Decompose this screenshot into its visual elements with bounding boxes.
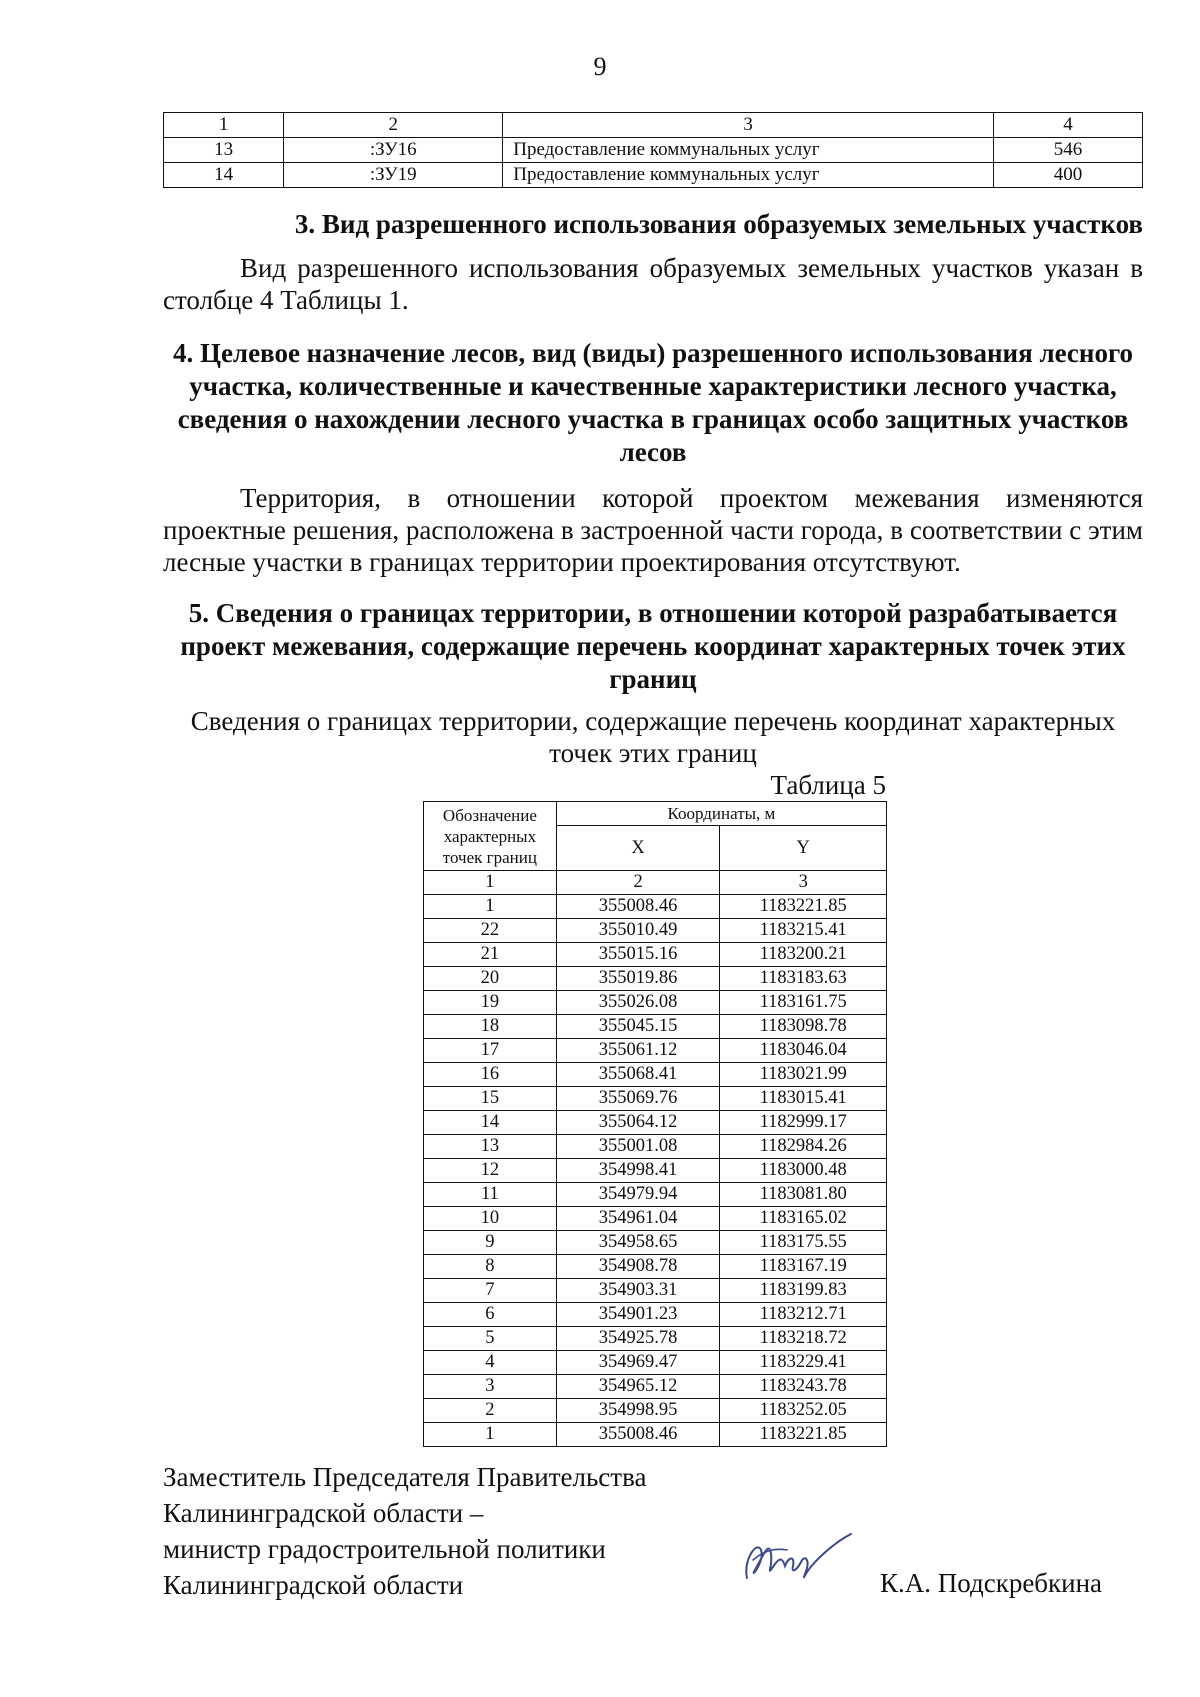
coordinate-row bbox=[424, 1183, 887, 1207]
table-header-row bbox=[164, 113, 1143, 138]
point-number-cell: 5 bbox=[424, 1327, 557, 1351]
coordinate-row bbox=[424, 1375, 887, 1399]
section-4-heading: 4. Целевое назначение лесов, вид (виды) разрешенного использования лесного участка, количественные и качественные характеристики лесного участка, сведения о нахождении лесного участка в границах особо защитных участков лесов bbox=[172, 338, 1134, 467]
coordinate-row bbox=[424, 943, 887, 967]
y-coordinate-cell: 1183167.19 bbox=[720, 1255, 887, 1279]
signer-name: К.А. Подскребкина bbox=[880, 1568, 1103, 1598]
x-coordinate-cell: 354969.47 bbox=[556, 1351, 720, 1375]
table-row bbox=[164, 138, 1143, 163]
y-coordinate-cell: 1183229.41 bbox=[720, 1351, 887, 1375]
coordinate-row bbox=[424, 1087, 887, 1111]
table-cell: :ЗУ19 bbox=[284, 163, 503, 188]
point-number-cell: 16 bbox=[424, 1063, 557, 1087]
x-coordinate-cell: 355008.46 bbox=[556, 895, 720, 919]
x-coordinate-cell: 355019.86 bbox=[556, 967, 720, 991]
point-number-cell: 11 bbox=[424, 1183, 557, 1207]
point-number-cell: 3 bbox=[424, 1375, 557, 1399]
coordinate-row bbox=[424, 1279, 887, 1303]
section-3-heading: 3. Вид разрешенного использования образуемых земельных участков bbox=[294, 209, 1143, 239]
table-5-caption: Сведения о границах территории, содержащие перечень координат характерных точек этих границ bbox=[190, 706, 1116, 768]
point-number-cell: 6 bbox=[424, 1303, 557, 1327]
x-coordinate-cell: 355068.41 bbox=[556, 1063, 720, 1087]
table-row bbox=[164, 163, 1143, 188]
table-cell: 1 bbox=[424, 871, 557, 895]
point-number-cell: 20 bbox=[424, 967, 557, 991]
y-coordinate-cell: 1182984.26 bbox=[720, 1135, 887, 1159]
coordinates-header-row bbox=[424, 802, 887, 826]
point-number-cell: 1 bbox=[424, 1423, 557, 1447]
y-column-header: Y bbox=[720, 826, 887, 871]
coordinate-row bbox=[424, 1015, 887, 1039]
table-cell: 14 bbox=[164, 163, 284, 188]
point-number-cell: 19 bbox=[424, 991, 557, 1015]
column-numbering-row bbox=[424, 871, 887, 895]
point-number-cell: 9 bbox=[424, 1231, 557, 1255]
section-4-text: Территория, в отношении которой проектом межевания изменяются проектные решения, расположена в застроенной части города, в соответствии с этим лесные участки в границах территории проектирования отсутствуют. bbox=[163, 483, 1143, 577]
y-coordinate-cell: 1183199.83 bbox=[720, 1279, 887, 1303]
page-number: 9 bbox=[593, 52, 607, 81]
coordinate-row bbox=[424, 1255, 887, 1279]
table-5-label: Таблица 5 bbox=[770, 770, 886, 800]
table-cell: 4 bbox=[994, 113, 1143, 138]
table-cell: 1 bbox=[164, 113, 284, 138]
y-coordinate-cell: 1183243.78 bbox=[720, 1375, 887, 1399]
table-cell: 3 bbox=[720, 871, 887, 895]
table-cell: 546 bbox=[994, 138, 1143, 163]
x-coordinate-cell: 354901.23 bbox=[556, 1303, 720, 1327]
x-coordinate-cell: 354925.78 bbox=[556, 1327, 720, 1351]
point-number-cell: 10 bbox=[424, 1207, 557, 1231]
y-coordinate-cell: 1183000.48 bbox=[720, 1159, 887, 1183]
point-number-cell: 14 bbox=[424, 1111, 557, 1135]
coordinate-row bbox=[424, 1111, 887, 1135]
coordinate-row bbox=[424, 967, 887, 991]
x-coordinate-cell: 355061.12 bbox=[556, 1039, 720, 1063]
y-coordinate-cell: 1183046.04 bbox=[720, 1039, 887, 1063]
x-coordinate-cell: 355045.15 bbox=[556, 1015, 720, 1039]
y-coordinate-cell: 1183165.02 bbox=[720, 1207, 887, 1231]
signatory-title-line: министр градостроительной политики bbox=[163, 1534, 606, 1564]
x-column-header: X bbox=[556, 826, 720, 871]
point-number-cell: 7 bbox=[424, 1279, 557, 1303]
land-plots-table-continuation bbox=[163, 112, 1143, 188]
point-column-header: Обозначение характерных точек границ bbox=[424, 802, 557, 871]
x-coordinate-cell: 355026.08 bbox=[556, 991, 720, 1015]
y-coordinate-cell: 1183175.55 bbox=[720, 1231, 887, 1255]
point-number-cell: 22 bbox=[424, 919, 557, 943]
coordinates-body bbox=[424, 895, 887, 1447]
point-number-cell: 21 bbox=[424, 943, 557, 967]
x-coordinate-cell: 355069.76 bbox=[556, 1087, 720, 1111]
section-3-text: Вид разрешенного использования образуемых земельных участков указан в столбце 4 Таблицы 1. bbox=[163, 253, 1143, 315]
y-coordinate-cell: 1183098.78 bbox=[720, 1015, 887, 1039]
y-coordinate-cell: 1182999.17 bbox=[720, 1111, 887, 1135]
table-cell: :ЗУ16 bbox=[284, 138, 503, 163]
coordinate-row bbox=[424, 1231, 887, 1255]
x-coordinate-cell: 354961.04 bbox=[556, 1207, 720, 1231]
y-coordinate-cell: 1183021.99 bbox=[720, 1063, 887, 1087]
x-coordinate-cell: 355015.16 bbox=[556, 943, 720, 967]
point-number-cell: 12 bbox=[424, 1159, 557, 1183]
y-coordinate-cell: 1183200.21 bbox=[720, 943, 887, 967]
x-coordinate-cell: 355001.08 bbox=[556, 1135, 720, 1159]
coordinate-row bbox=[424, 1327, 887, 1351]
point-number-cell: 15 bbox=[424, 1087, 557, 1111]
x-coordinate-cell: 354908.78 bbox=[556, 1255, 720, 1279]
x-coordinate-cell: 354965.12 bbox=[556, 1375, 720, 1399]
table-cell: Предоставление коммунальных услуг bbox=[503, 138, 994, 163]
y-coordinate-cell: 1183081.80 bbox=[720, 1183, 887, 1207]
coordinate-row bbox=[424, 1351, 887, 1375]
x-coordinate-cell: 355010.49 bbox=[556, 919, 720, 943]
y-coordinate-cell: 1183161.75 bbox=[720, 991, 887, 1015]
point-number-cell: 8 bbox=[424, 1255, 557, 1279]
point-number-cell: 18 bbox=[424, 1015, 557, 1039]
table-cell: 13 bbox=[164, 138, 284, 163]
signatory-title-line: Калининградской области bbox=[163, 1570, 464, 1600]
y-coordinate-cell: 1183221.85 bbox=[720, 1423, 887, 1447]
coordinate-row bbox=[424, 1423, 887, 1447]
y-coordinate-cell: 1183221.85 bbox=[720, 895, 887, 919]
handwritten-signature bbox=[735, 1520, 855, 1590]
section-5-heading: 5. Сведения о границах территории, в отношении которой разрабатывается проект межевания, содержащие перечень координат характерных точек этих границ bbox=[180, 598, 1126, 694]
x-coordinate-cell: 355064.12 bbox=[556, 1111, 720, 1135]
coordinate-row bbox=[424, 1303, 887, 1327]
table-cell: 400 bbox=[994, 163, 1143, 188]
x-coordinate-cell: 354958.65 bbox=[556, 1231, 720, 1255]
table-cell: Предоставление коммунальных услуг bbox=[503, 163, 994, 188]
signatory-title-line: Калининградской области – bbox=[163, 1498, 484, 1528]
coordinate-row bbox=[424, 919, 887, 943]
coordinates-column-header: Координаты, м bbox=[556, 802, 886, 826]
x-coordinate-cell: 354998.95 bbox=[556, 1399, 720, 1423]
x-coordinate-cell: 354903.31 bbox=[556, 1279, 720, 1303]
x-coordinate-cell: 354998.41 bbox=[556, 1159, 720, 1183]
coordinate-row bbox=[424, 1063, 887, 1087]
x-coordinate-cell: 355008.46 bbox=[556, 1423, 720, 1447]
y-coordinate-cell: 1183183.63 bbox=[720, 967, 887, 991]
point-number-cell: 13 bbox=[424, 1135, 557, 1159]
table-cell: 2 bbox=[556, 871, 720, 895]
point-number-cell: 1 bbox=[424, 895, 557, 919]
coordinate-row bbox=[424, 1039, 887, 1063]
point-number-cell: 2 bbox=[424, 1399, 557, 1423]
coordinate-row bbox=[424, 1399, 887, 1423]
point-number-cell: 4 bbox=[424, 1351, 557, 1375]
y-coordinate-cell: 1183252.05 bbox=[720, 1399, 887, 1423]
coordinate-row bbox=[424, 895, 887, 919]
coordinates-table bbox=[423, 801, 887, 1447]
y-coordinate-cell: 1183015.41 bbox=[720, 1087, 887, 1111]
table-cell: 2 bbox=[284, 113, 503, 138]
coordinate-row bbox=[424, 1207, 887, 1231]
table-cell: 3 bbox=[503, 113, 994, 138]
x-coordinate-cell: 354979.94 bbox=[556, 1183, 720, 1207]
y-coordinate-cell: 1183215.41 bbox=[720, 919, 887, 943]
coordinate-row bbox=[424, 1135, 887, 1159]
y-coordinate-cell: 1183218.72 bbox=[720, 1327, 887, 1351]
coordinate-row bbox=[424, 991, 887, 1015]
point-number-cell: 17 bbox=[424, 1039, 557, 1063]
signatory-title-line: Заместитель Председателя Правительства bbox=[163, 1462, 647, 1492]
y-coordinate-cell: 1183212.71 bbox=[720, 1303, 887, 1327]
signatory-title bbox=[163, 1459, 646, 1603]
coordinate-row bbox=[424, 1159, 887, 1183]
